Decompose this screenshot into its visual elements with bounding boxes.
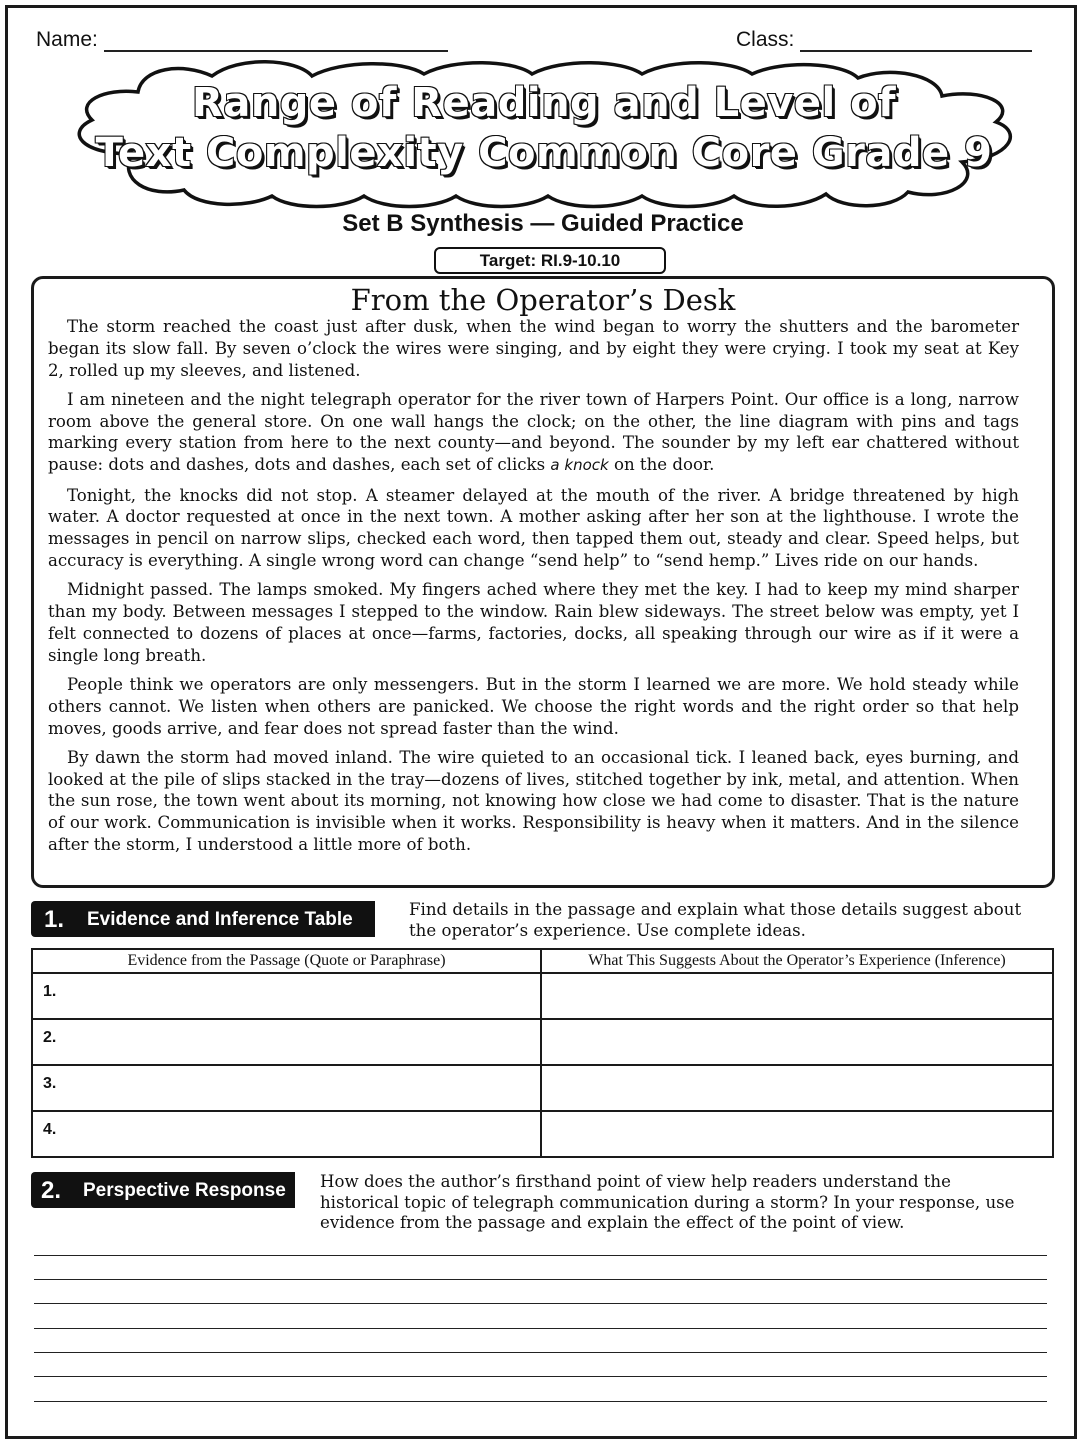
inference-cell[interactable] bbox=[541, 1065, 1053, 1111]
q1-badge bbox=[31, 901, 375, 937]
title-line-1: Range of Reading and Level of bbox=[192, 80, 896, 126]
passage-title: From the Operator’s Desk bbox=[350, 283, 736, 317]
paragraph-2-a: I am nineteen and the night telegraph operator for the river town of Harpers Point. Our office is a long, narrow room above the general store. On one wall hangs the clock; on the other, the line diagram with pins and tags marking every station from here to the next county—and beyond. The sounder by my left ear chattered without pause: dots and dashes, dots and dashes, each set of clicks bbox=[48, 389, 1019, 475]
name-blank[interactable] bbox=[104, 50, 448, 52]
inference-cell[interactable] bbox=[541, 973, 1053, 1019]
q1-number: 1. bbox=[44, 906, 65, 933]
row-number: 3. bbox=[43, 1075, 57, 1092]
table-row bbox=[32, 1019, 1053, 1065]
row-number: 1. bbox=[43, 983, 57, 1000]
evidence-cell[interactable] bbox=[32, 973, 541, 1019]
writing-line[interactable] bbox=[34, 1279, 1047, 1280]
paragraph-2-c: on the door. bbox=[613, 455, 715, 475]
column-header-evidence: Evidence from the Passage (Quote or Paraphrase) bbox=[32, 949, 541, 973]
writing-line[interactable] bbox=[34, 1352, 1047, 1353]
q2-label: Perspective Response bbox=[83, 1180, 286, 1201]
title-line-2: Text Complexity Common Core Grade 9 bbox=[95, 130, 993, 176]
q1-instructions: Find details in the passage and explain what those details suggest about the operator’s experience. Use complete ideas. bbox=[409, 900, 1022, 940]
table-row bbox=[32, 1065, 1053, 1111]
evidence-cell[interactable] bbox=[32, 1111, 541, 1157]
q2-badge bbox=[31, 1172, 295, 1208]
target-badge: Target: RI.9-10.10 bbox=[434, 247, 666, 274]
column-header-inference: What This Suggests About the Operator’s Experience (Inference) bbox=[541, 949, 1053, 973]
paragraph-5: People think we operators are only messengers. But in the storm I learned we are more. We hold steady while others cannot. We listen when others are panicked. We choose the right words and the right order so that help moves, goods arrive, and fear does not spread faster than the wind. bbox=[48, 674, 1019, 738]
q1-label: Evidence and Inference Table bbox=[87, 909, 353, 930]
writing-line[interactable] bbox=[34, 1328, 1047, 1329]
table-row bbox=[32, 973, 1053, 1019]
class-blank[interactable] bbox=[800, 50, 1032, 52]
row-number: 2. bbox=[43, 1029, 57, 1046]
inference-cell[interactable] bbox=[541, 1019, 1053, 1065]
evidence-table bbox=[31, 948, 1054, 1158]
class-label: Class: bbox=[736, 28, 795, 51]
q2-prompt: How does the author’s firsthand point of view help readers understand the historical topic of telegraph communication during a storm? In your response, use evidence from the passage and explain the effect of the point of view. bbox=[320, 1172, 1015, 1232]
writing-line[interactable] bbox=[34, 1303, 1047, 1304]
paragraph-6: By dawn the storm had moved inland. The wire quieted to an occasional tick. I leaned back, eyes burning, and looked at the pile of slips stacked in the tray—dozens of lives, stitched together by ink, metal, and attention. When the sun rose, the town went about its morning, not knowing how close we had come to disaster. That is the nature of our work. Communication is invisible when it works. Responsibility is heavy when it matters. And in the silence after the storm, I understood a little more of both. bbox=[48, 747, 1019, 855]
writing-line[interactable] bbox=[34, 1255, 1047, 1256]
paragraph-1: The storm reached the coast just after dusk, when the wind began to worry the shutters and the barometer began its slow fall. By seven o’clock the wires were singing, and by eight they were crying. I took my seat at Key 2, rolled up my sleeves, and listened. bbox=[48, 317, 1019, 380]
subtitle: Set B Synthesis — Guided Practice bbox=[342, 210, 744, 237]
class-field bbox=[736, 28, 1032, 52]
q2-number: 2. bbox=[41, 1177, 62, 1204]
passage-text bbox=[48, 316, 1019, 863]
table-row bbox=[32, 1111, 1053, 1157]
evidence-cell[interactable] bbox=[32, 1065, 541, 1111]
row-number: 4. bbox=[43, 1121, 57, 1138]
paragraph-4: Midnight passed. The lamps smoked. My fingers ached where they met the key. I had to keep my mind sharper than my body. Between messages I stepped to the window. Rain blew sideways. The street below was empty, yet I felt connected to dozens of places at once—farms, factories, docks, all speaking through our wire as if it were a single long breath. bbox=[48, 580, 1019, 665]
name-label: Name: bbox=[36, 28, 98, 51]
evidence-cell[interactable] bbox=[32, 1019, 541, 1065]
table-header-row bbox=[32, 949, 1053, 973]
paragraph-2-emphasis: a knock bbox=[550, 456, 609, 475]
name-field bbox=[36, 28, 448, 52]
writing-line[interactable] bbox=[34, 1401, 1047, 1402]
inference-cell[interactable] bbox=[541, 1111, 1053, 1157]
paragraph-3: Tonight, the knocks did not stop. A steamer delayed at the mouth of the river. A bridge threatened by high water. A doctor requested at once in the next town. A mother asking after her son at the lighthouse. I wrote the messages in pencil on narrow slips, checked each word, then tapped them out, steady and clear. Speed helps, but accuracy is everything. A single wrong word can change “send help” to “send hemp.” Lives ride on our hands. bbox=[48, 485, 1019, 570]
paragraph-2 bbox=[48, 389, 1019, 477]
writing-line[interactable] bbox=[34, 1376, 1047, 1377]
